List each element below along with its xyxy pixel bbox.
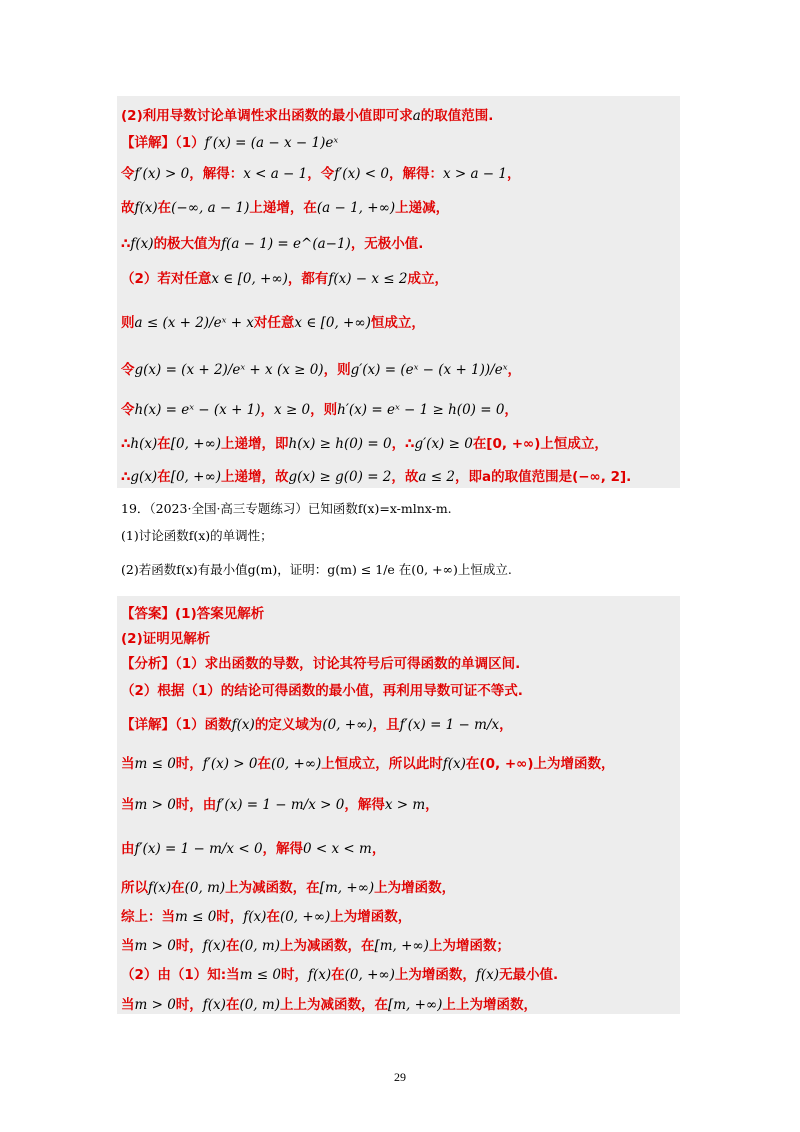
- solution-line: （2）由（1）知:当m ≤ 0时，f(x)在(0, +∞)上为增函数，f(x)无最小值.: [121, 967, 559, 983]
- solution-line: 由f′(x) = 1 − m/x < 0，解得0 < x < m，: [121, 841, 386, 857]
- answer-line: 【答案】(1)答案见解析: [121, 606, 265, 622]
- solution-line: 所以f(x)在(0, m)上为减函数，在[m, +∞)上为增函数，: [121, 880, 456, 896]
- solution-line: 当m > 0时，由f′(x) = 1 − m/x > 0，解得x > m，: [121, 797, 439, 813]
- solution-line: 【详解】（1）f′(x) = (a − x − 1)eˣ: [121, 135, 339, 151]
- solution-line: 综上：当m ≤ 0时，f(x)在(0, +∞)上为增函数，: [121, 909, 412, 925]
- problem-question-2: (2)若函数f(x)有最小值g(m)，证明：g(m) ≤ 1/e 在(0, +∞)上恒成立.: [121, 562, 512, 577]
- problem-stem: 19．（2023·全国·高三专题练习）已知函数f(x)=x-mlnx-m.: [121, 501, 452, 516]
- solution-line: 则a ≤ (x + 2)/eˣ + x对任意x ∈ [0, +∞)恒成立，: [121, 315, 425, 331]
- solution-line: 【详解】（1）函数f(x)的定义域为(0, +∞)，且f′(x) = 1 − m/x，: [121, 717, 513, 733]
- solution-line: ∴h(x)在[0, +∞)上递增，即h(x) ≥ h(0) = 0，∴g′(x) ≥ 0在[0, +∞)上恒成立，: [121, 436, 608, 452]
- solution-line: 令f′(x) > 0，解得：x < a − 1，令f′(x) < 0，解得：x > a − 1，: [121, 166, 521, 182]
- solution-line: 令h(x) = eˣ − (x + 1)，x ≥ 0，则h′(x) = eˣ − 1 ≥ h(0) = 0，: [121, 402, 518, 418]
- answer-line: (2)证明见解析: [121, 631, 211, 647]
- solution-line: 当m > 0时，f(x)在(0, m)上为减函数，在[m, +∞)上为增函数；: [121, 938, 510, 954]
- solution-line: 令g(x) = (x + 2)/eˣ + x (x ≥ 0)，则g′(x) = (eˣ − (x + 1))/eˣ，: [121, 362, 521, 378]
- solution-line: 当m > 0时，f(x)在(0, m)上上为减函数，在[m, +∞)上上为增函数，: [121, 997, 537, 1013]
- solution-line: （2）若对任意x ∈ [0, +∞)，都有f(x) − x ≤ 2成立，: [121, 271, 448, 287]
- solution-line: ∴g(x)在[0, +∞)上递增，故g(x) ≥ g(0) = 2，故a ≤ 2，即a的取值范围是(−∞, 2].: [121, 469, 632, 485]
- solution-line: (2)利用导数讨论单调性求出函数的最小值即可求a的取值范围.: [121, 108, 494, 124]
- analysis-line: 【分析】（1）求出函数的导数，讨论其符号后可得函数的单调区间.: [121, 656, 521, 672]
- solution-block-1: [117, 96, 680, 488]
- solution-line: 当m ≤ 0时，f′(x) > 0在(0, +∞)上恒成立，所以此时f(x)在(0, +∞)上为增函数，: [121, 756, 615, 772]
- problem-question-1: (1)讨论函数f(x)的单调性；: [121, 528, 273, 543]
- page-number: 29: [394, 1070, 406, 1084]
- analysis-line: （2）根据（1）的结论可得函数的最小值，再利用导数可证不等式.: [121, 683, 523, 699]
- solution-line: ∴f(x)的极大值为f(a − 1) = e^(a−1)，无极小值.: [121, 236, 424, 252]
- solution-line: 故f(x)在(−∞, a − 1)上递增，在(a − 1, +∞)上递减，: [121, 200, 450, 216]
